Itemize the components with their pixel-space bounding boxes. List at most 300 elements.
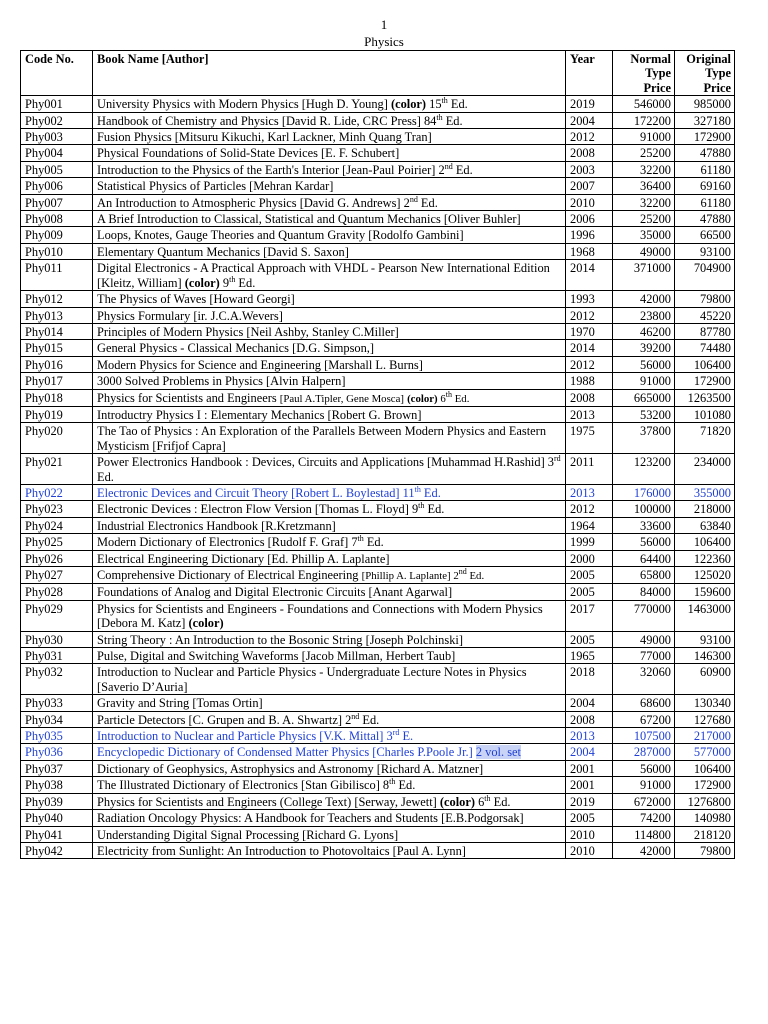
cell-original-price: 122360 [675, 550, 735, 566]
table-row [21, 826, 735, 842]
book-name-text: Ed. [452, 162, 473, 177]
cell-original-price: 71820 [675, 423, 735, 454]
cell-code: Phy042 [21, 842, 93, 858]
cell-original-price: 172900 [675, 129, 735, 145]
table-row [21, 373, 735, 389]
book-name-text: 15 [426, 97, 442, 112]
cell-original-price: 985000 [675, 96, 735, 112]
table-row [21, 112, 735, 128]
table-row [21, 194, 735, 210]
header-normal-price-line: Normal [630, 52, 671, 66]
book-name-text: [Phillip A. Laplante] 2 [361, 570, 459, 582]
cell-year: 2012 [566, 129, 613, 145]
cell-year: 2012 [566, 356, 613, 372]
cell-code: Phy035 [21, 728, 93, 744]
book-name-text: General Physics - Classical Mechanics [D.G. Simpson,] [97, 341, 375, 356]
cell-year: 2005 [566, 810, 613, 826]
book-name-text: 9 [219, 275, 230, 290]
cell-code: Phy012 [21, 291, 93, 307]
book-name-text: Electronic Devices and Circuit Theory [Robert L. Boylestad] 11 [97, 485, 415, 500]
cell-original-price: 172900 [675, 777, 735, 793]
cell-original-price: 355000 [675, 484, 735, 500]
cell-normal-price: 68600 [613, 695, 675, 711]
color-note: (color) [390, 97, 427, 112]
cell-code: Phy013 [21, 307, 93, 323]
cell-code: Phy036 [21, 744, 93, 760]
book-name-text: Pulse, Digital and Switching Waveforms [Jacob Millman, Herbert Taub] [97, 649, 456, 664]
cell-normal-price: 91000 [613, 373, 675, 389]
cell-year: 2003 [566, 161, 613, 177]
table-row [21, 664, 735, 695]
ordinal-suffix: th [445, 389, 452, 399]
cell-original-price: 172900 [675, 373, 735, 389]
cell-year: 2005 [566, 567, 613, 584]
book-name-text: Comprehensive Dictionary of Electrical Engineering [97, 568, 362, 582]
ordinal-suffix: th [436, 112, 443, 122]
table-row [21, 145, 735, 161]
cell-book-name [93, 711, 566, 727]
cell-year: 2013 [566, 484, 613, 500]
cell-book-name [93, 728, 566, 744]
cell-year: 2013 [566, 728, 613, 744]
color-note: (color) [439, 794, 475, 809]
cell-normal-price: 46200 [613, 323, 675, 339]
cell-original-price: 127680 [675, 711, 735, 727]
table-row [21, 484, 735, 500]
header-code: Code No. [21, 51, 93, 96]
cell-normal-price: 23800 [613, 307, 675, 323]
cell-book-name [93, 161, 566, 177]
cell-code: Phy011 [21, 260, 93, 291]
cell-book-name [93, 323, 566, 339]
cell-original-price: 66500 [675, 227, 735, 243]
book-name-text: String Theory : An Introduction to the Bosonic String [Joseph Polchinski] [97, 632, 463, 647]
cell-year: 1968 [566, 243, 613, 259]
table-header-row [21, 51, 735, 96]
cell-code: Phy019 [21, 406, 93, 422]
cell-code: Phy014 [21, 323, 93, 339]
cell-year: 1970 [566, 323, 613, 339]
ordinal-suffix: th [484, 793, 491, 803]
cell-year: 2017 [566, 600, 613, 631]
cell-book-name [93, 567, 566, 584]
cell-code: Phy034 [21, 711, 93, 727]
cell-code: Phy020 [21, 423, 93, 454]
cell-normal-price: 77000 [613, 648, 675, 664]
cell-normal-price: 91000 [613, 129, 675, 145]
book-name-text: Particle Detectors [C. Grupen and B. A. Shwartz] 2 [97, 712, 352, 727]
cell-original-price: 79800 [675, 291, 735, 307]
cell-code: Phy004 [21, 145, 93, 161]
cell-normal-price: 56000 [613, 356, 675, 372]
cell-book-name [93, 810, 566, 826]
cell-normal-price: 84000 [613, 584, 675, 600]
book-name-text: Ed. [420, 485, 441, 500]
header-original-price-line: Type [705, 66, 731, 81]
book-name-text: Ed. [466, 570, 485, 582]
table-row [21, 728, 735, 744]
cell-year: 1965 [566, 648, 613, 664]
cell-normal-price: 32200 [613, 194, 675, 210]
table-row [21, 600, 735, 631]
cell-code: Phy041 [21, 826, 93, 842]
cell-code: Phy037 [21, 760, 93, 776]
cell-normal-price: 91000 [613, 777, 675, 793]
page-number: 1 [380, 17, 388, 32]
book-name-text: Ed. [359, 712, 380, 727]
book-name-text: Ed. [235, 275, 256, 290]
book-name-text: University Physics with Modern Physics [Hugh D. Young] [97, 97, 391, 112]
book-name-text: 6 [475, 794, 485, 809]
book-name-text: Digital Electronics - A Practical Approach with VHDL - Pearson New International Edition [Kleitz, William] [97, 261, 550, 290]
cell-original-price: 101080 [675, 406, 735, 422]
cell-book-name [93, 695, 566, 711]
book-name-text: Foundations of Analog and Digital Electronic Circuits [Anant Agarwal] [97, 585, 453, 600]
cell-normal-price: 56000 [613, 760, 675, 776]
table-row [21, 260, 735, 291]
cell-code: Phy006 [21, 178, 93, 194]
cell-year: 2004 [566, 744, 613, 760]
color-note: (color) [184, 275, 220, 290]
cell-normal-price: 42000 [613, 842, 675, 858]
cell-original-price: 146300 [675, 648, 735, 664]
cell-code: Phy040 [21, 810, 93, 826]
cell-code: Phy032 [21, 664, 93, 695]
cell-normal-price: 123200 [613, 454, 675, 485]
cell-book-name [93, 178, 566, 194]
book-name-text: Ed. [447, 97, 468, 112]
cell-code: Phy007 [21, 194, 93, 210]
cell-normal-price: 67200 [613, 711, 675, 727]
cell-original-price: 61180 [675, 161, 735, 177]
ordinal-suffix: th [414, 484, 421, 494]
header-year: Year [566, 51, 613, 96]
ordinal-suffix: th [357, 534, 364, 544]
book-name-text: 2 vol. set [475, 745, 521, 760]
cell-book-name [93, 260, 566, 291]
cell-code: Phy028 [21, 584, 93, 600]
book-name-text: A Brief Introduction to Classical, Statistical and Quantum Mechanics [Oliver Buhler] [97, 212, 521, 227]
cell-book-name [93, 211, 566, 227]
cell-year: 2010 [566, 842, 613, 858]
cell-year: 2005 [566, 584, 613, 600]
cell-year: 2006 [566, 211, 613, 227]
cell-year: 2010 [566, 194, 613, 210]
cell-normal-price: 25200 [613, 145, 675, 161]
cell-normal-price: 36400 [613, 178, 675, 194]
cell-original-price: 125020 [675, 567, 735, 584]
book-name-text: Ed. [452, 392, 470, 405]
cell-original-price: 1276800 [675, 793, 735, 809]
table-row [21, 550, 735, 566]
cell-code: Phy038 [21, 777, 93, 793]
page-title: Physics [364, 34, 404, 49]
ordinal-suffix: th [229, 274, 236, 284]
cell-book-name [93, 194, 566, 210]
cell-code: Phy003 [21, 129, 93, 145]
cell-book-name [93, 517, 566, 533]
cell-original-price: 1263500 [675, 389, 735, 406]
cell-normal-price: 37800 [613, 423, 675, 454]
cell-year: 2012 [566, 501, 613, 517]
cell-book-name [93, 777, 566, 793]
cell-book-name [93, 664, 566, 695]
cell-book-name [93, 793, 566, 809]
book-name-text: Principles of Modern Physics [Neil Ashby, Stanley C.Miller] [97, 324, 399, 339]
cell-year: 2001 [566, 760, 613, 776]
book-name-text: Understanding Digital Signal Processing [Richard G. Lyons] [97, 827, 399, 842]
cell-normal-price: 371000 [613, 260, 675, 291]
cell-original-price: 87780 [675, 323, 735, 339]
book-name-text: The Tao of Physics : An Exploration of the Parallels Between Modern Physics and Eastern Mysticism [Frifjof Capra] [97, 424, 547, 453]
cell-original-price: 60900 [675, 664, 735, 695]
book-name-text: Physics for Scientists and Engineers (College Text) [Serway, Jewett] [97, 794, 440, 809]
cell-book-name [93, 389, 566, 406]
ordinal-suffix: nd [444, 161, 453, 171]
cell-year: 2005 [566, 631, 613, 647]
cell-code: Phy030 [21, 631, 93, 647]
cell-normal-price: 49000 [613, 243, 675, 259]
cell-year: 2000 [566, 550, 613, 566]
cell-year: 2004 [566, 112, 613, 128]
table-row [21, 96, 735, 112]
cell-book-name [93, 600, 566, 631]
cell-code: Phy022 [21, 484, 93, 500]
table-row [21, 760, 735, 776]
table-row [21, 810, 735, 826]
book-name-text: Ed. [424, 502, 445, 517]
book-name-text: Encyclopedic Dictionary of Condensed Matter Physics [Charles P.Poole Jr.] [97, 745, 476, 760]
ordinal-suffix: nd [351, 711, 360, 721]
cell-normal-price: 114800 [613, 826, 675, 842]
cell-normal-price: 49000 [613, 631, 675, 647]
header-normal-price-line: Price [643, 80, 671, 95]
cell-year: 2004 [566, 695, 613, 711]
book-name-text: Physical Foundations of Solid-State Devices [E. F. Schubert] [97, 146, 400, 161]
table-row [21, 340, 735, 356]
cell-book-name [93, 227, 566, 243]
cell-code: Phy017 [21, 373, 93, 389]
cell-year: 2001 [566, 777, 613, 793]
cell-book-name [93, 96, 566, 112]
cell-normal-price: 39200 [613, 340, 675, 356]
cell-code: Phy008 [21, 211, 93, 227]
cell-code: Phy039 [21, 793, 93, 809]
ordinal-suffix: nd [409, 194, 418, 204]
book-name-text: Dictionary of Geophysics, Astrophysics and Astronomy [Richard A. Matzner] [97, 761, 484, 776]
book-name-text: 3000 Solved Problems in Physics [Alvin Halpern] [97, 374, 346, 389]
ordinal-suffix: th [441, 96, 448, 106]
cell-book-name [93, 454, 566, 485]
cell-year: 1988 [566, 373, 613, 389]
book-name-text: Loops, Knotes, Gauge Theories and Quantum Gravity [Rodolfo Gambini] [97, 228, 464, 243]
cell-normal-price: 665000 [613, 389, 675, 406]
book-name-text: Electricity from Sunlight: An Introduction to Photovoltaics [Paul A. Lynn] [97, 843, 466, 858]
cell-code: Phy016 [21, 356, 93, 372]
cell-original-price: 327180 [675, 112, 735, 128]
cell-normal-price: 74200 [613, 810, 675, 826]
cell-normal-price: 25200 [613, 211, 675, 227]
header-book-name: Book Name [Author] [93, 51, 566, 96]
cell-original-price: 218120 [675, 826, 735, 842]
book-name-text: Modern Physics for Science and Engineering [Marshall L. Burns] [97, 357, 423, 372]
book-name-text: Electronic Devices : Electron Flow Version [Thomas L. Floyd] 9 [97, 502, 419, 517]
cell-original-price: 69160 [675, 178, 735, 194]
cell-code: Phy024 [21, 517, 93, 533]
table-row [21, 227, 735, 243]
cell-year: 2012 [566, 307, 613, 323]
book-name-text: Physics for Scientists and Engineers - Foundations and Connections with Modern Physics [Debora M. Katz] [97, 601, 543, 631]
cell-year: 1993 [566, 291, 613, 307]
cell-normal-price: 53200 [613, 406, 675, 422]
cell-year: 2007 [566, 178, 613, 194]
table-row [21, 567, 735, 584]
book-name-text: Radiation Oncology Physics: A Handbook for Teachers and Students [E.B.Podgorsak] [97, 811, 524, 826]
cell-book-name [93, 112, 566, 128]
book-name-text: Introductry Physics I : Elementary Mechanics [Robert G. Brown] [97, 407, 422, 422]
cell-normal-price: 287000 [613, 744, 675, 760]
table-row [21, 291, 735, 307]
cell-code: Phy026 [21, 550, 93, 566]
cell-original-price: 93100 [675, 243, 735, 259]
table-row [21, 454, 735, 485]
book-name-text: Gravity and String [Tomas Ortin] [97, 696, 263, 711]
cell-original-price: 93100 [675, 631, 735, 647]
cell-year: 2010 [566, 826, 613, 842]
table-row [21, 161, 735, 177]
ordinal-suffix: nd [458, 566, 467, 576]
cell-book-name [93, 648, 566, 664]
book-name-text: Modern Dictionary of Electronics [Rudolf F. Graf] 7 [97, 535, 358, 550]
cell-book-name [93, 760, 566, 776]
table-row [21, 648, 735, 664]
cell-book-name [93, 145, 566, 161]
cell-year: 1975 [566, 423, 613, 454]
table-row [21, 129, 735, 145]
cell-normal-price: 33600 [613, 517, 675, 533]
table-row [21, 631, 735, 647]
book-name-text: Physics for Scientists and Engineers [97, 390, 280, 405]
table-row [21, 711, 735, 727]
cell-normal-price: 107500 [613, 728, 675, 744]
cell-code: Phy001 [21, 96, 93, 112]
cell-original-price: 234000 [675, 454, 735, 485]
table-row [21, 744, 735, 760]
table-row [21, 534, 735, 550]
cell-code: Phy018 [21, 389, 93, 406]
cell-code: Phy015 [21, 340, 93, 356]
cell-original-price: 106400 [675, 760, 735, 776]
cell-book-name [93, 550, 566, 566]
cell-book-name [93, 423, 566, 454]
cell-normal-price: 32060 [613, 664, 675, 695]
cell-original-price: 45220 [675, 307, 735, 323]
cell-book-name [93, 356, 566, 372]
table-row [21, 777, 735, 793]
cell-original-price: 63840 [675, 517, 735, 533]
cell-normal-price: 100000 [613, 501, 675, 517]
cell-book-name [93, 842, 566, 858]
book-name-text: Ed. [417, 195, 438, 210]
table-row [21, 307, 735, 323]
book-name-text: E. [399, 729, 414, 744]
ordinal-suffix: rd [392, 727, 400, 737]
cell-year: 1999 [566, 534, 613, 550]
book-name-text: Industrial Electronics Handbook [R.Kretzmann] [97, 518, 336, 533]
cell-normal-price: 35000 [613, 227, 675, 243]
book-name-text: Fusion Physics [Mitsuru Kikuchi, Karl Lackner, Minh Quang Tran] [97, 130, 432, 145]
ordinal-suffix: th [418, 501, 425, 511]
book-name-text: Ed. [490, 794, 511, 809]
cell-code: Phy009 [21, 227, 93, 243]
table-row [21, 243, 735, 259]
table-body [21, 96, 735, 859]
ordinal-suffix: th [389, 777, 396, 787]
cell-normal-price: 64400 [613, 550, 675, 566]
cell-original-price: 577000 [675, 744, 735, 760]
cell-year: 2011 [566, 454, 613, 485]
cell-book-name [93, 744, 566, 760]
cell-code: Phy002 [21, 112, 93, 128]
color-note: (color) [188, 616, 224, 631]
cell-code: Phy031 [21, 648, 93, 664]
cell-original-price: 74480 [675, 340, 735, 356]
cell-original-price: 1463000 [675, 600, 735, 631]
table-row [21, 695, 735, 711]
cell-book-name [93, 584, 566, 600]
cell-book-name [93, 307, 566, 323]
cell-code: Phy010 [21, 243, 93, 259]
cell-original-price: 61180 [675, 194, 735, 210]
header-original-price [675, 51, 735, 96]
cell-year: 2019 [566, 96, 613, 112]
book-name-text: Ed. [442, 113, 463, 128]
cell-code: Phy027 [21, 567, 93, 584]
cell-year: 2019 [566, 793, 613, 809]
cell-original-price: 140980 [675, 810, 735, 826]
cell-book-name [93, 406, 566, 422]
cell-book-name [93, 340, 566, 356]
cell-year: 2018 [566, 664, 613, 695]
header-original-price-line: Original [686, 52, 731, 66]
table-row [21, 356, 735, 372]
book-name-text: Elementary Quantum Mechanics [David S. Saxon] [97, 244, 349, 259]
cell-book-name [93, 243, 566, 259]
cell-original-price: 704900 [675, 260, 735, 291]
cell-book-name [93, 373, 566, 389]
cell-book-name [93, 534, 566, 550]
cell-normal-price: 672000 [613, 793, 675, 809]
cell-original-price: 218000 [675, 501, 735, 517]
header-normal-price-line: Type [645, 66, 671, 81]
cell-original-price: 47880 [675, 145, 735, 161]
cell-book-name [93, 484, 566, 500]
table-row [21, 389, 735, 406]
cell-year: 2008 [566, 145, 613, 161]
book-name-text: An Introduction to Atmospheric Physics [David G. Andrews] 2 [97, 195, 410, 210]
book-name-text: 6 [437, 392, 446, 405]
table-row [21, 793, 735, 809]
cell-year: 2014 [566, 340, 613, 356]
book-name-text: Ed. [363, 535, 384, 550]
book-name-text: The Physics of Waves [Howard Georgi] [97, 292, 295, 307]
book-name-text: [Paul A.Tipler, Gene Mosca] [279, 392, 404, 405]
table-row [21, 406, 735, 422]
book-name-text: The Illustrated Dictionary of Electronics [Stan Gibilisco] 8 [97, 778, 390, 793]
book-name-text: Introduction to the Physics of the Earth's Interior [Jean-Paul Poirier] 2 [97, 162, 445, 177]
book-name-text: Introduction to Nuclear and Particle Physics - Undergraduate Lecture Notes in Physics [Saverio D’Auria] [97, 665, 527, 694]
cell-normal-price: 176000 [613, 484, 675, 500]
